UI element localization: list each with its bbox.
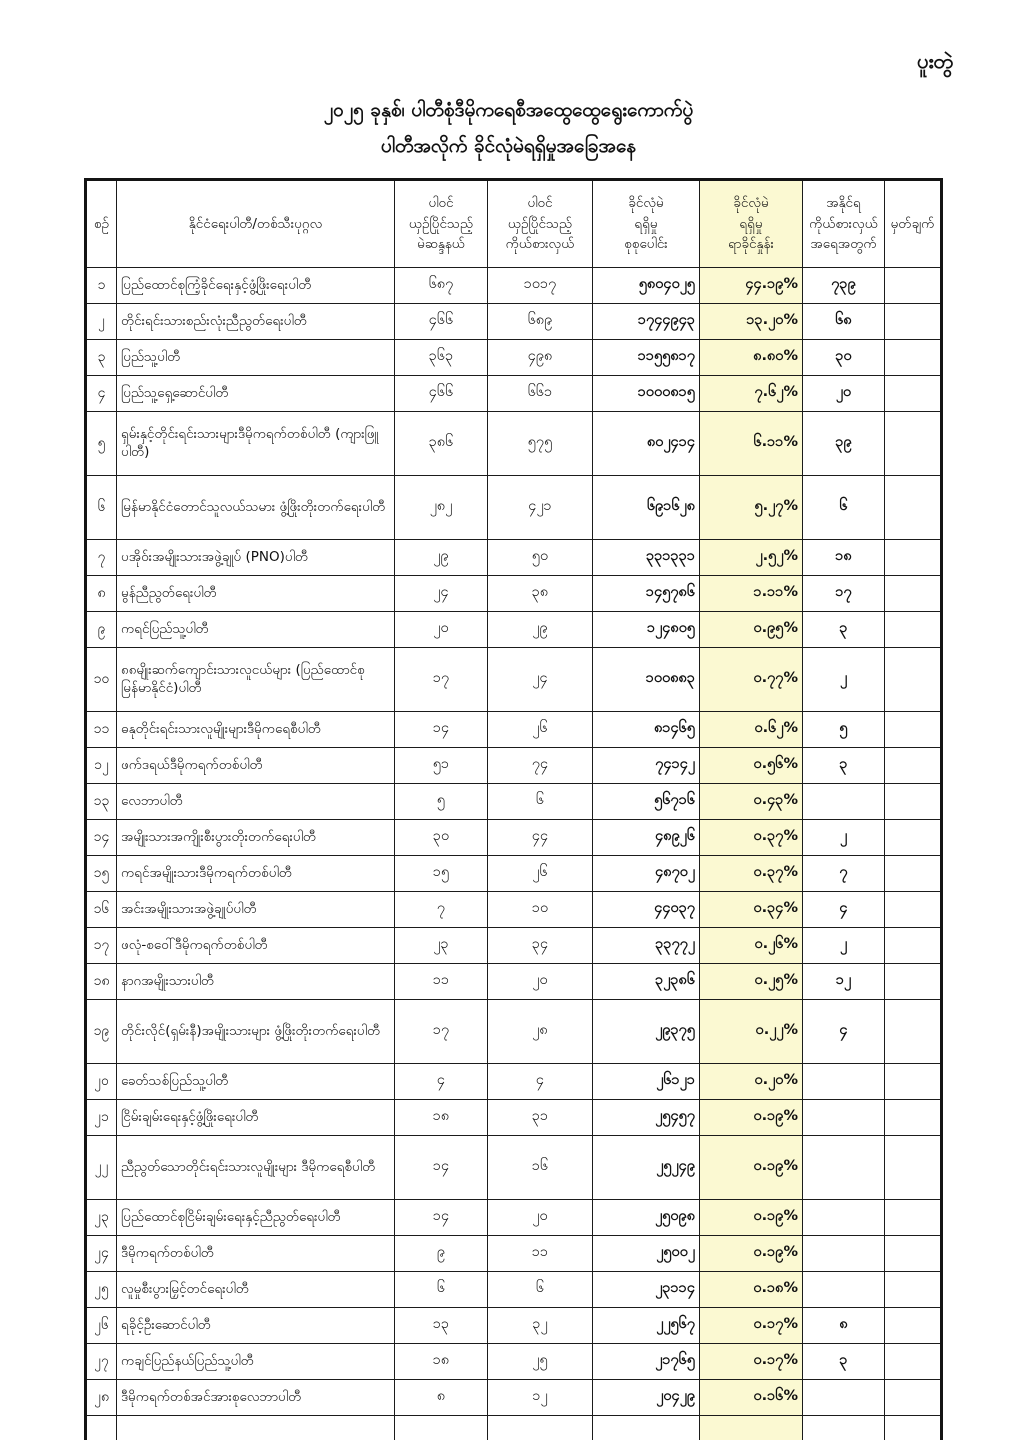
- seq-cell: ၂၂: [86, 1136, 117, 1200]
- remark-cell: [885, 784, 942, 820]
- party-name-cell: ညီညွတ်သောတိုင်းရင်းသားလူမျိုးများ ဒီမိုကရေစီပါတီ: [117, 1136, 395, 1200]
- votes-cell: ၇၄၁၄၂: [593, 748, 700, 784]
- header-line: စုစုပေါင်း: [624, 236, 668, 253]
- seq-cell: ၂၅: [86, 1272, 117, 1308]
- remark-cell: [885, 540, 942, 576]
- winners-cell: ၅: [803, 712, 885, 748]
- table-row: [86, 268, 942, 304]
- party-name-cell: ပြည်ထောင်စုကြံ့ခိုင်ရေးနှင့်ဖွံ့ဖြိုးရေးပါတီ: [117, 268, 395, 304]
- header-line: ကိုယ်စားလှယ်: [505, 236, 575, 253]
- winners-cell: ၃၀: [803, 340, 885, 376]
- header-line: ခိုင်လုံမဲ: [628, 194, 664, 211]
- header-line: မဲဆန္ဒနယ်: [417, 236, 465, 253]
- seq-cell: ၇: [86, 540, 117, 576]
- header-line: နိုင်ငံရေးပါတီ/တစ်သီးပုဂ္ဂလ: [188, 215, 323, 232]
- candidate-count-cell: ၃၄: [488, 928, 593, 964]
- percent-cell: ၀.၁၈%: [700, 1272, 803, 1308]
- remark-cell: [885, 1236, 942, 1272]
- votes-cell: ၁၀၀၈၈၃: [593, 648, 700, 712]
- constituency-count-cell: ၄၆၆: [395, 376, 488, 412]
- winners-cell: [803, 1064, 885, 1100]
- table-row: [86, 576, 942, 612]
- winners-cell: [803, 1380, 885, 1416]
- candidate-count-cell: ၂၄: [488, 648, 593, 712]
- table-row: [86, 540, 942, 576]
- votes-cell: ၈၀၂၄၁၄: [593, 412, 700, 476]
- empty-cell: [885, 1416, 942, 1440]
- votes-cell: ၄၈၉၂၆: [593, 820, 700, 856]
- party-name-cell: ငြိမ်းချမ်းရေးနှင့်ဖွံ့ဖြိုးရေးပါတီ: [117, 1100, 395, 1136]
- seq-cell: ၁၄: [86, 820, 117, 856]
- remark-cell: [885, 1100, 942, 1136]
- constituency-count-cell: ၇: [395, 892, 488, 928]
- votes-cell: ၃၂၃၈၆: [593, 964, 700, 1000]
- party-name-cell: ဒီမိုကရက်တစ်အင်အားစုလေဘာပါတီ: [117, 1380, 395, 1416]
- votes-cell: ၄၈၇၀၂: [593, 856, 700, 892]
- table-row: [86, 856, 942, 892]
- col-header-candidates: [488, 180, 593, 268]
- party-name-cell: နာဂအမျိုးသားပါတီ: [117, 964, 395, 1000]
- table-row: [86, 1272, 942, 1308]
- constituency-count-cell: ၆: [395, 1272, 488, 1308]
- constituency-count-cell: ၂၈၂: [395, 476, 488, 540]
- candidate-count-cell: ၂၉: [488, 612, 593, 648]
- winners-cell: [803, 1236, 885, 1272]
- remark-cell: [885, 1200, 942, 1236]
- percent-cell: ၀.၁၇%: [700, 1344, 803, 1380]
- winners-cell: ၃: [803, 612, 885, 648]
- percent-cell: ၀.၁၉%: [700, 1100, 803, 1136]
- remark-cell: [885, 268, 942, 304]
- remark-cell: [885, 648, 942, 712]
- remark-cell: [885, 340, 942, 376]
- party-name-cell: ခေတ်သစ်ပြည်သူ့ပါတီ: [117, 1064, 395, 1100]
- seq-cell: ၂၇: [86, 1344, 117, 1380]
- candidate-count-cell: ၅၀: [488, 540, 593, 576]
- votes-cell: ၂၂၅၆၇: [593, 1308, 700, 1344]
- winners-cell: ၂၀: [803, 376, 885, 412]
- table-body: [86, 268, 942, 1440]
- percent-cell: ၀.၃၇%: [700, 820, 803, 856]
- remark-cell: [885, 1136, 942, 1200]
- seq-cell: ၃: [86, 340, 117, 376]
- candidate-count-cell: ၅၇၅: [488, 412, 593, 476]
- title-line-1: ၂၀၂၅ ခုနှစ်၊ ပါတီစုံဒီမိုကရေစီအထွေထွေရွေးကောက်ပွဲ: [323, 99, 694, 121]
- constituency-count-cell: ၂၃: [395, 928, 488, 964]
- table-row: [86, 1380, 942, 1416]
- seq-cell: ၂၆: [86, 1308, 117, 1344]
- constituency-count-cell: ၃၆၃: [395, 340, 488, 376]
- table-row: [86, 412, 942, 476]
- winners-cell: [803, 1100, 885, 1136]
- constituency-count-cell: ၁၄: [395, 1136, 488, 1200]
- constituency-count-cell: ၁၈: [395, 1344, 488, 1380]
- constituency-count-cell: ၁၅: [395, 856, 488, 892]
- constituency-count-cell: ၁၁: [395, 964, 488, 1000]
- percent-cell: ၀.၁၉%: [700, 1236, 803, 1272]
- constituency-count-cell: ၈: [395, 1380, 488, 1416]
- party-name-cell: ကရင်ပြည်သူ့ပါတီ: [117, 612, 395, 648]
- header-line: ယှဉ်ပြိုင်သည့်: [507, 215, 573, 232]
- seq-cell: ၁၉: [86, 1000, 117, 1064]
- percent-cell: ၀.၂၅%: [700, 964, 803, 1000]
- votes-cell: ၅၆၇၁၆: [593, 784, 700, 820]
- table-row: [86, 340, 942, 376]
- votes-cell: ၆၉၁၆၂၈: [593, 476, 700, 540]
- constituency-count-cell: ၁၈: [395, 1100, 488, 1136]
- percent-cell: ၇.၆၂%: [700, 376, 803, 412]
- remark-cell: [885, 928, 942, 964]
- seq-cell: ၁၁: [86, 712, 117, 748]
- winners-cell: ၁၇: [803, 576, 885, 612]
- corner-label: ပူးတွဲ: [917, 49, 953, 73]
- table-row: [86, 304, 942, 340]
- header-line: ရာခိုင်နှုန်း: [728, 236, 774, 253]
- percent-cell: ၂.၅၂%: [700, 540, 803, 576]
- table-row: [86, 476, 942, 540]
- table-row: [86, 784, 942, 820]
- winners-cell: ၄: [803, 892, 885, 928]
- constituency-count-cell: ၄၆၆: [395, 304, 488, 340]
- party-name-cell: ရခိုင့်ဦးဆောင်ပါတီ: [117, 1308, 395, 1344]
- votes-cell: ၁၂၄၈၀၅: [593, 612, 700, 648]
- table-row: [86, 1064, 942, 1100]
- header-row: [86, 180, 942, 268]
- winners-cell: [803, 1200, 885, 1236]
- table-row: [86, 1136, 942, 1200]
- table-row: [86, 820, 942, 856]
- party-name-cell: ဓနုတိုင်းရင်းသားလူမျိုးများဒီမိုကရေစီပါတီ: [117, 712, 395, 748]
- winners-cell: ၁၂: [803, 964, 885, 1000]
- candidate-count-cell: ၄၄: [488, 820, 593, 856]
- percent-cell: ၀.၁၉%: [700, 1136, 803, 1200]
- candidate-count-cell: ၂၆: [488, 856, 593, 892]
- constituency-count-cell: ၂၄: [395, 576, 488, 612]
- constituency-count-cell: ၂၉: [395, 540, 488, 576]
- constituency-count-cell: ၂၀: [395, 612, 488, 648]
- party-name-cell: ပြည်ထောင်စုငြိမ်းချမ်းရေးနှင့်ညီညွတ်ရေးပါတီ: [117, 1200, 395, 1236]
- votes-cell: ၄၄၀၃၇: [593, 892, 700, 928]
- constituency-count-cell: ၄: [395, 1064, 488, 1100]
- constituency-count-cell: ၆၈၇: [395, 268, 488, 304]
- remark-cell: [885, 412, 942, 476]
- party-name-cell: အင်းအမျိုးသားအဖွဲ့ချုပ်ပါတီ: [117, 892, 395, 928]
- remark-cell: [885, 1380, 942, 1416]
- table-row: [86, 1344, 942, 1380]
- party-name-cell: ၈၈မျိုးဆက်ကျောင်းသားလူငယ်များ (ပြည်ထောင်စုမြန်မာနိုင်ငံ)ပါတီ: [117, 648, 395, 712]
- table-row: [86, 1308, 942, 1344]
- empty-cell: [86, 1416, 117, 1440]
- party-name-cell: လေဘာပါတီ: [117, 784, 395, 820]
- votes-cell: ၃၃၁၃၃၁: [593, 540, 700, 576]
- percent-cell: ၄၄.၁၉%: [700, 268, 803, 304]
- seq-cell: ၉: [86, 612, 117, 648]
- winners-cell: ၆: [803, 476, 885, 540]
- candidate-count-cell: ၁၂: [488, 1380, 593, 1416]
- percent-cell: ၀.၅၆%: [700, 748, 803, 784]
- title-line-2: ပါတီအလိုက် ခိုင်လုံမဲရရှိမှုအခြေအနေ: [380, 135, 637, 157]
- remark-cell: [885, 612, 942, 648]
- candidate-count-cell: ၆၆၁: [488, 376, 593, 412]
- candidate-count-cell: ၄၂၁: [488, 476, 593, 540]
- winners-cell: ၇: [803, 856, 885, 892]
- table-row: [86, 1000, 942, 1064]
- table-header: [86, 180, 942, 268]
- empty-cell: [488, 1416, 593, 1440]
- remark-cell: [885, 1344, 942, 1380]
- constituency-count-cell: ၁၃: [395, 1308, 488, 1344]
- header-line: ယှဉ်ပြိုင်သည့်: [408, 215, 474, 232]
- remark-cell: [885, 476, 942, 540]
- remark-cell: [885, 1272, 942, 1308]
- header-line: ရရှိမှု: [634, 215, 658, 232]
- candidate-count-cell: ၆: [488, 1272, 593, 1308]
- seq-cell: ၂: [86, 304, 117, 340]
- votes-cell: ၂၁၇၆၅: [593, 1344, 700, 1380]
- candidate-count-cell: ၆: [488, 784, 593, 820]
- seq-cell: ၂၀: [86, 1064, 117, 1100]
- party-name-cell: ကချင်ပြည်နယ်ပြည်သူ့ပါတီ: [117, 1344, 395, 1380]
- candidate-count-cell: ၁၁: [488, 1236, 593, 1272]
- remark-cell: [885, 1308, 942, 1344]
- remark-cell: [885, 856, 942, 892]
- votes-cell: ၂၅၀၀၂: [593, 1236, 700, 1272]
- votes-cell: ၂၅၄၅၇: [593, 1100, 700, 1136]
- header-line: အရေအတွက်: [810, 236, 877, 253]
- party-name-cell: ဖလုံ-စဝေါ်ဒီမိုကရက်တစ်ပါတီ: [117, 928, 395, 964]
- percent-cell: ၀.၁၆%: [700, 1380, 803, 1416]
- col-header-constituencies: [395, 180, 488, 268]
- winners-cell: ၃: [803, 1344, 885, 1380]
- seq-cell: ၁၂: [86, 748, 117, 784]
- candidate-count-cell: ၁၀: [488, 892, 593, 928]
- remark-cell: [885, 1000, 942, 1064]
- remark-cell: [885, 964, 942, 1000]
- header-line: အနိုင်ရ: [826, 194, 861, 211]
- votes-cell: ၂၉၃၇၅: [593, 1000, 700, 1064]
- seq-cell: ၁: [86, 268, 117, 304]
- constituency-count-cell: ၅: [395, 784, 488, 820]
- votes-cell: ၂၅၂၄၉: [593, 1136, 700, 1200]
- votes-cell: ၁၇၄၄၉၄၃: [593, 304, 700, 340]
- header-line: ပါဝင်: [527, 194, 553, 211]
- percent-cell: ၀.၁၉%: [700, 1200, 803, 1236]
- party-name-cell: လူမှုစီးပွားမြှင့်တင်ရေးပါတီ: [117, 1272, 395, 1308]
- constituency-count-cell: ၅၁: [395, 748, 488, 784]
- candidate-count-cell: ၁၆: [488, 1136, 593, 1200]
- table-row: [86, 1236, 942, 1272]
- winners-cell: ၂: [803, 820, 885, 856]
- winners-cell: ၂: [803, 648, 885, 712]
- votes-cell: ၃၃၇၇၂: [593, 928, 700, 964]
- party-name-cell: ဖက်ဒရယ်ဒီမိုကရက်တစ်ပါတီ: [117, 748, 395, 784]
- remark-cell: [885, 376, 942, 412]
- constituency-count-cell: ၃၈၆: [395, 412, 488, 476]
- table-row: [86, 648, 942, 712]
- seq-cell: ၁၀: [86, 648, 117, 712]
- winners-cell: ၁၈: [803, 540, 885, 576]
- constituency-count-cell: ၃၀: [395, 820, 488, 856]
- percent-cell: ၆.၁၁%: [700, 412, 803, 476]
- remark-cell: [885, 820, 942, 856]
- seq-cell: ၈: [86, 576, 117, 612]
- votes-cell: ၅၈၀၄၀၂၅: [593, 268, 700, 304]
- seq-cell: ၁၈: [86, 964, 117, 1000]
- col-header-party: [117, 180, 395, 268]
- votes-cell: ၂၀၄၂၉: [593, 1380, 700, 1416]
- percent-cell: ၀.၄၃%: [700, 784, 803, 820]
- table-row: [86, 1100, 942, 1136]
- candidate-count-cell: ၁၀၁၇: [488, 268, 593, 304]
- percent-cell: ၁.၁၁%: [700, 576, 803, 612]
- candidate-count-cell: ၃၈: [488, 576, 593, 612]
- header-line: ခိုင်လုံမဲ: [733, 194, 769, 211]
- winners-cell: ၈: [803, 1308, 885, 1344]
- winners-cell: ၃၉: [803, 412, 885, 476]
- table-row: [86, 892, 942, 928]
- seq-cell: ၄: [86, 376, 117, 412]
- party-name-cell: ကရင်အမျိုးသားဒီမိုကရက်တစ်ပါတီ: [117, 856, 395, 892]
- table-row: [86, 712, 942, 748]
- empty-cell: [593, 1416, 700, 1440]
- votes-cell: ၂၅၀၉၈: [593, 1200, 700, 1236]
- remark-cell: [885, 892, 942, 928]
- table-row: [86, 748, 942, 784]
- party-name-cell: အမျိုးသားအကျိုးစီးပွားတိုးတက်ရေးပါတီ: [117, 820, 395, 856]
- candidate-count-cell: ၆၈၉: [488, 304, 593, 340]
- percent-cell: ၀.၂၀%: [700, 1064, 803, 1100]
- party-name-cell: မြန်မာနိုင်ငံတောင်သူလယ်သမား ဖွံ့ဖြိုးတိုးတက်ရေးပါတီ: [117, 476, 395, 540]
- winners-cell: ၃: [803, 748, 885, 784]
- seq-cell: ၅: [86, 412, 117, 476]
- percent-cell: ၀.၃၇%: [700, 856, 803, 892]
- votes-cell: ၁၁၅၅၈၁၇: [593, 340, 700, 376]
- table-row: [86, 1200, 942, 1236]
- seq-cell: ၁၆: [86, 892, 117, 928]
- percent-cell: ၀.၆၂%: [700, 712, 803, 748]
- votes-cell: ၁၄၅၇၈၆: [593, 576, 700, 612]
- header-line: စဉ်: [93, 215, 110, 232]
- candidate-count-cell: ၃၂: [488, 1308, 593, 1344]
- winners-cell: ၇၃၉: [803, 268, 885, 304]
- empty-cell: [395, 1416, 488, 1440]
- results-table: [84, 178, 943, 1440]
- percent-cell: ၅.၂၇%: [700, 476, 803, 540]
- winners-cell: [803, 1136, 885, 1200]
- remark-cell: [885, 576, 942, 612]
- seq-cell: ၂၁: [86, 1100, 117, 1136]
- percent-cell: ၁၃.၂၀%: [700, 304, 803, 340]
- percent-cell: ၀.၃၄%: [700, 892, 803, 928]
- winners-cell: ၄: [803, 1000, 885, 1064]
- seq-cell: ၆: [86, 476, 117, 540]
- candidate-count-cell: ၂၆: [488, 712, 593, 748]
- party-name-cell: ရှမ်းနှင့်တိုင်းရင်းသားများဒီမိုကရက်တစ်ပါတီ (ကျားဖြူပါတီ): [117, 412, 395, 476]
- seq-cell: ၁၇: [86, 928, 117, 964]
- votes-cell: ၂၃၁၁၄: [593, 1272, 700, 1308]
- seq-cell: ၂၈: [86, 1380, 117, 1416]
- seq-cell: ၂၃: [86, 1200, 117, 1236]
- percent-cell: ၀.၇၇%: [700, 648, 803, 712]
- constituency-count-cell: ၁၄: [395, 1200, 488, 1236]
- col-header-remark: [885, 180, 942, 268]
- party-name-cell: ဒီမိုကရက်တစ်ပါတီ: [117, 1236, 395, 1272]
- percent-cell: ၀.၉၅%: [700, 612, 803, 648]
- party-name-cell: တိုင်းရင်းသားစည်းလုံးညီညွတ်ရေးပါတီ: [117, 304, 395, 340]
- col-header-winning-candidates: [803, 180, 885, 268]
- empty-cell: [117, 1416, 395, 1440]
- header-line: မှတ်ချက်: [890, 215, 935, 232]
- percent-cell: ၀.၁၇%: [700, 1308, 803, 1344]
- remark-cell: [885, 1064, 942, 1100]
- constituency-count-cell: ၁၇: [395, 648, 488, 712]
- col-header-seq: [86, 180, 117, 268]
- col-header-valid-vote-percent: [700, 180, 803, 268]
- empty-cell: [700, 1416, 803, 1440]
- party-name-cell: ပြည်သူ့ရှေ့ဆောင်ပါတီ: [117, 376, 395, 412]
- constituency-count-cell: ၁၇: [395, 1000, 488, 1064]
- seq-cell: ၂၄: [86, 1236, 117, 1272]
- remark-cell: [885, 304, 942, 340]
- table-row: [86, 376, 942, 412]
- table-row-partial: [86, 1416, 942, 1440]
- candidate-count-cell: ၇၄: [488, 748, 593, 784]
- winners-cell: ၆၈: [803, 304, 885, 340]
- candidate-count-cell: ၂၀: [488, 964, 593, 1000]
- candidate-count-cell: ၄၉၈: [488, 340, 593, 376]
- party-name-cell: ပြည်သူ့ပါတီ: [117, 340, 395, 376]
- candidate-count-cell: ၂၈: [488, 1000, 593, 1064]
- votes-cell: ၂၆၁၂၁: [593, 1064, 700, 1100]
- candidate-count-cell: ၃၁: [488, 1100, 593, 1136]
- remark-cell: [885, 712, 942, 748]
- header-line: ပါဝင်: [428, 194, 454, 211]
- remark-cell: [885, 748, 942, 784]
- party-name-cell: ပအိုဝ်းအမျိုးသားအဖွဲ့ချုပ် (PNO)ပါတီ: [117, 540, 395, 576]
- votes-cell: ၈၁၄၆၅: [593, 712, 700, 748]
- table-row: [86, 612, 942, 648]
- candidate-count-cell: ၂၀: [488, 1200, 593, 1236]
- winners-cell: [803, 784, 885, 820]
- party-name-cell: မွန်ညီညွတ်ရေးပါတီ: [117, 576, 395, 612]
- percent-cell: ၈.၈၀%: [700, 340, 803, 376]
- candidate-count-cell: ၄: [488, 1064, 593, 1100]
- party-name-cell: တိုင်းလိုင်(ရှမ်းနီ)အမျိုးသားများ ဖွံ့ဖြိုးတိုးတက်ရေးပါတီ: [117, 1000, 395, 1064]
- votes-cell: ၁၀၀၀၈၁၅: [593, 376, 700, 412]
- constituency-count-cell: ၉: [395, 1236, 488, 1272]
- constituency-count-cell: ၁၄: [395, 712, 488, 748]
- seq-cell: ၁၅: [86, 856, 117, 892]
- empty-cell: [803, 1416, 885, 1440]
- header-line: ရရှိမှု: [739, 215, 763, 232]
- table-row: [86, 964, 942, 1000]
- table-row: [86, 928, 942, 964]
- candidate-count-cell: ၂၅: [488, 1344, 593, 1380]
- page-title: [0, 92, 1017, 164]
- winners-cell: ၂: [803, 928, 885, 964]
- percent-cell: ၀.၂၂%: [700, 1000, 803, 1064]
- header-line: ကိုယ်စားလှယ်: [809, 215, 878, 232]
- seq-cell: ၁၃: [86, 784, 117, 820]
- percent-cell: ၀.၂၆%: [700, 928, 803, 964]
- winners-cell: [803, 1272, 885, 1308]
- col-header-total-valid-votes: [593, 180, 700, 268]
